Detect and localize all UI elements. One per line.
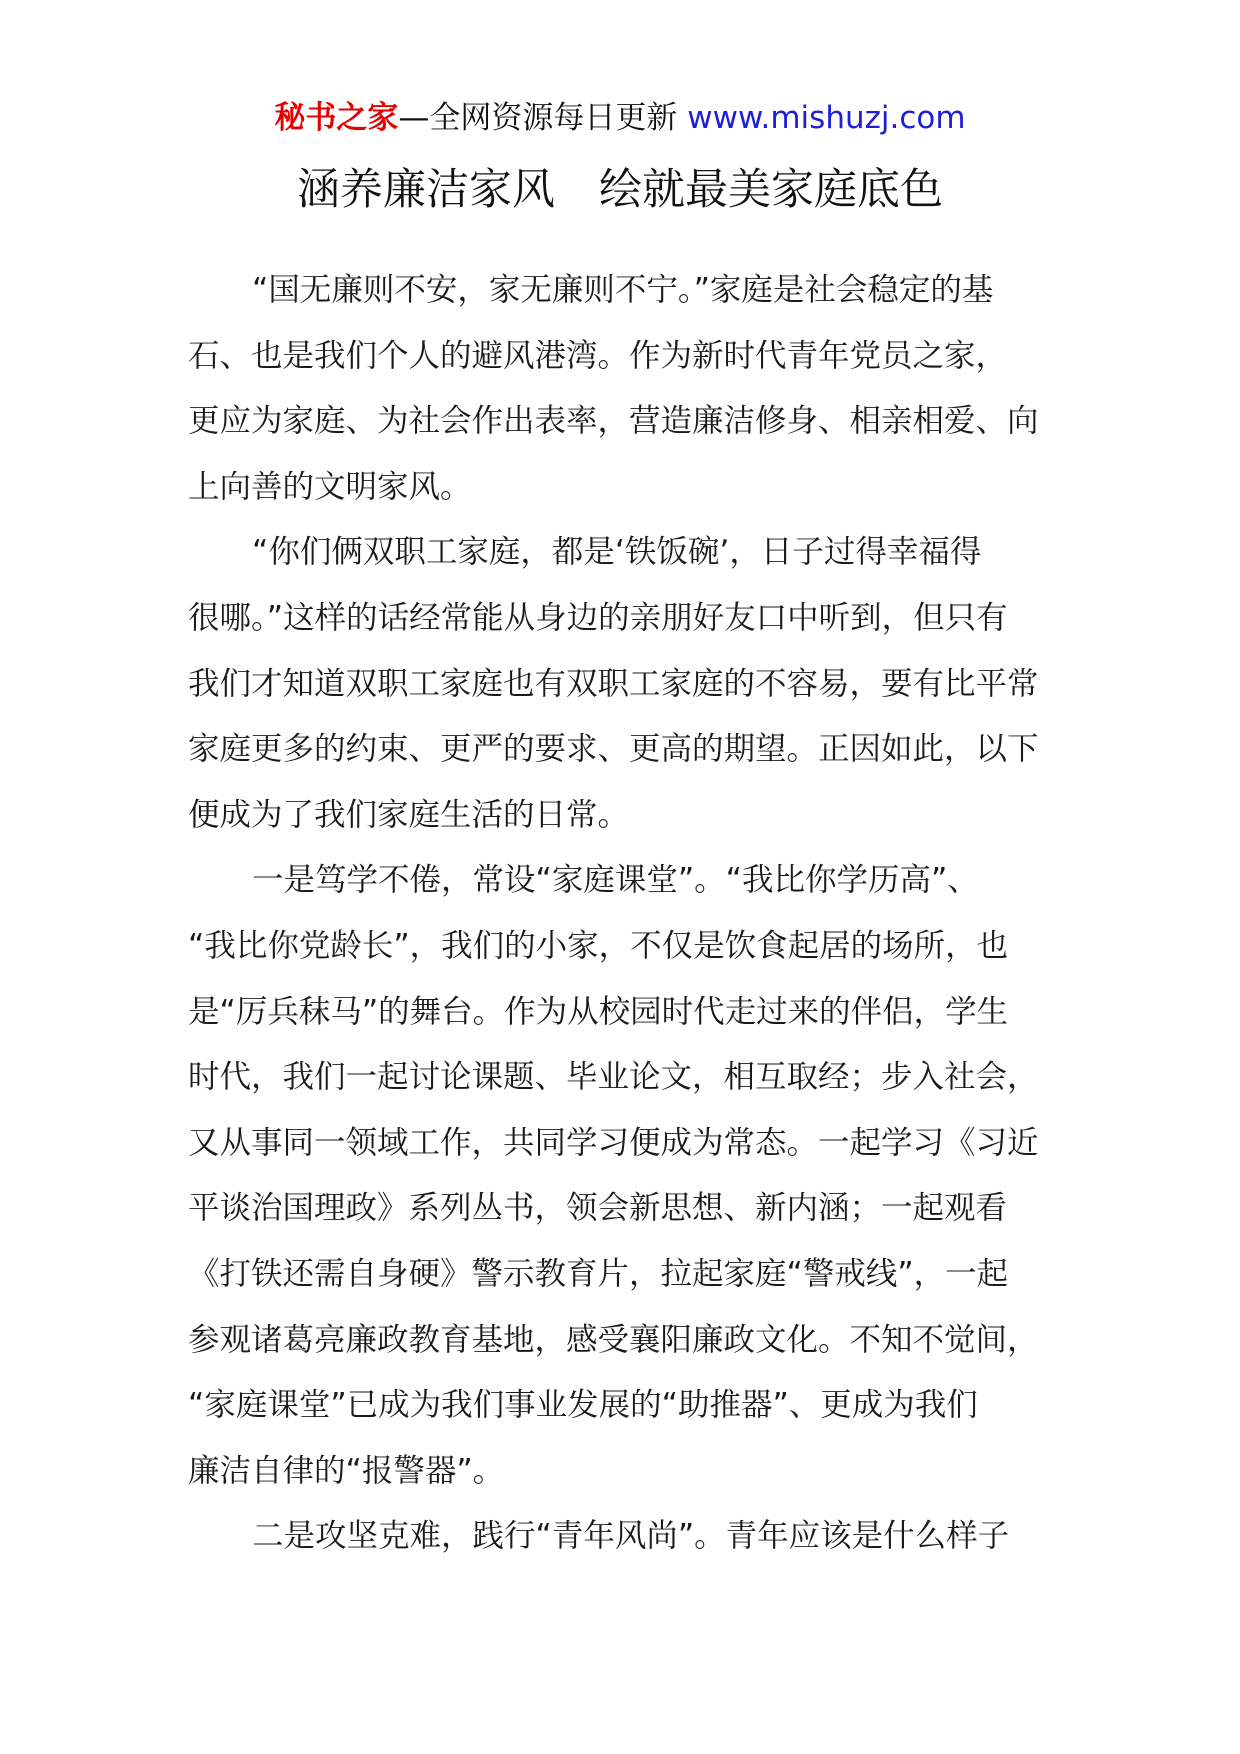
title-part-2: 绘就最美家庭底色 xyxy=(599,165,943,215)
document-body xyxy=(188,258,1064,1570)
paragraph-3-line-9: “家庭课堂”已成为我们事业发展的“助推器”、更成为我们 xyxy=(188,1387,978,1424)
paragraph-3-line-10: 廉洁自律的“报警器”。 xyxy=(188,1452,505,1489)
paragraph-3-line-7: 《打铁还需自身硬》警示教育片，拉起家庭“警戒线”，一起 xyxy=(188,1255,1009,1292)
site-banner xyxy=(0,98,1240,138)
paragraph-2-line-2: 很哪。”这样的话经常能从身边的亲朋好友口中听到，但只有 xyxy=(188,599,1008,636)
paragraph-2-line-3: 我们才知道双职工家庭也有双职工家庭的不容易，要有比平常 xyxy=(188,665,1039,702)
paragraph-3-line-2: “我比你党龄长”，我们的小家，不仅是饮食起居的场所，也 xyxy=(188,927,1009,964)
paragraph-2-line-1: “你们俩双职工家庭，都是‘铁饭碗’，日子过得幸福得 xyxy=(252,534,982,571)
paragraph-3-line-8: 参观诸葛亮廉政教育基地，感受襄阳廉政文化。不知不觉间， xyxy=(188,1321,1039,1358)
paragraph-3-line-4: 时代，我们一起讨论课题、毕业论文，相互取经；步入社会， xyxy=(188,1059,1039,1096)
paragraph-3-line-5: 又从事同一领域工作，共同学习便成为常态。一起学习《习近 xyxy=(188,1124,1039,1161)
paragraph-3-line-3: 是“厉兵秣马”的舞台。作为从校园时代走过来的伴侣，学生 xyxy=(188,993,1009,1030)
paragraph-2-line-5: 便成为了我们家庭生活的日常。 xyxy=(188,796,630,833)
site-tagline: —全网资源每日更新 xyxy=(398,100,688,136)
paragraph-4-line-1: 二是攻坚克难，践行“青年风尚”。青年应该是什么样子 xyxy=(252,1518,1010,1555)
paragraph-1-line-3: 更应为家庭、为社会作出表率，营造廉洁修身、相亲相爱、向 xyxy=(188,403,1039,440)
title-part-1: 涵养廉洁家风 xyxy=(297,165,555,215)
paragraph-1-line-4: 上向善的文明家风。 xyxy=(188,468,472,505)
paragraph-1-line-2: 石、也是我们个人的避风港湾。作为新时代青年党员之家， xyxy=(188,337,1008,374)
site-brand: 秘书之家 xyxy=(274,100,399,136)
paragraph-1-line-1: “国无廉则不安，家无廉则不宁。”家庭是社会稳定的基 xyxy=(252,272,994,308)
site-url-link[interactable]: www.mishuzj.com xyxy=(687,100,966,136)
document-title xyxy=(0,162,1240,218)
paragraph-3-line-6: 平谈治国理政》系列丛书，领会新思想、新内涵；一起观看 xyxy=(188,1190,1008,1227)
paragraph-3-line-1: 一是笃学不倦，常设“家庭课堂”。“我比你学历高”、 xyxy=(252,862,979,899)
paragraph-2-line-4: 家庭更多的约束、更严的要求、更高的期望。正因如此，以下 xyxy=(188,731,1039,768)
